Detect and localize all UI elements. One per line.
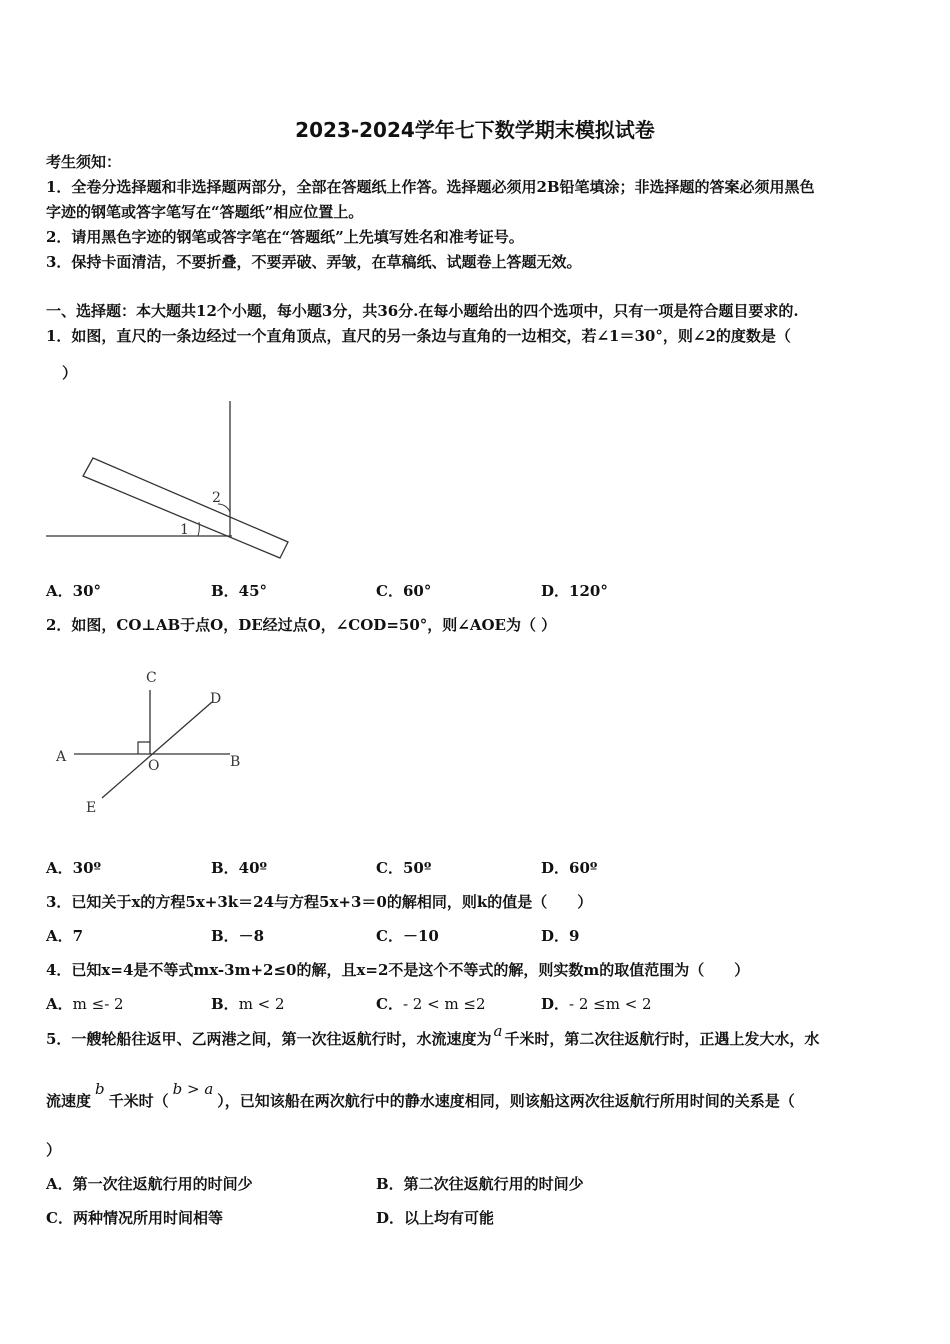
variable-b: b: [95, 1080, 105, 1098]
condition-b-gt-a: b > a: [172, 1080, 214, 1098]
point-o-label: O: [148, 758, 160, 774]
angle-2-label: 2: [212, 490, 221, 506]
question-2-option-d[interactable]: D．60º: [541, 859, 598, 877]
q5-text: 千米时，第二次往返航行时，正遇上发大水，水: [504, 1030, 820, 1048]
option-label: C．: [376, 995, 403, 1013]
question-4-option-a[interactable]: [46, 994, 124, 1014]
question-5-option-c[interactable]: C．两种情况所用时间相等: [46, 1209, 223, 1227]
point-d-label: D: [210, 691, 222, 707]
point-b-label: B: [230, 754, 241, 770]
question-5-stem-line1: [46, 1022, 820, 1049]
question-4-stem: 4．已知x=4是不等式mx-3m+2≤0的解，且x=2不是这个不等式的解，则实数m的取值范围为（ ）: [46, 961, 750, 979]
question-3-option-b[interactable]: B．－8: [211, 927, 265, 945]
notice-item: 字迹的钢笔或答字笔写在“答题纸”相应位置上。: [46, 203, 364, 221]
question-1-option-a[interactable]: A．30°: [46, 582, 102, 600]
question-2-option-b[interactable]: B．40º: [211, 859, 268, 877]
question-1-stem: 1．如图，直尺的一条边经过一个直角顶点，直尺的另一条边与直角的一边相交，若∠1＝30°，则∠2的度数是（: [46, 327, 791, 345]
question-5-option-a[interactable]: A．第一次往返航行用的时间少: [46, 1175, 253, 1193]
point-a-label: A: [56, 749, 67, 765]
q5-text: ），已知该船在两次航行中的静水速度相同，则该船这两次往返航行所用时间的关系是（: [217, 1092, 795, 1110]
option-label: D．: [541, 995, 570, 1013]
question-5-option-b[interactable]: B．第二次往返航行用的时间少: [376, 1175, 584, 1193]
question-2-option-c[interactable]: C．50º: [376, 859, 432, 877]
section-heading: 一、选择题：本大题共12个小题，每小题3分，共36分.在每小题给出的四个选项中，只有一项是符合题目要求的.: [46, 302, 799, 320]
question-1-figure: [40, 395, 300, 565]
q5-text: 千米时（: [108, 1092, 169, 1110]
question-3-option-c[interactable]: C．－10: [376, 927, 439, 945]
option-label: B．: [211, 995, 239, 1013]
q5-text: 5．一艘轮船往返甲、乙两港之间，第一次往返航行时，水流速度为: [46, 1030, 492, 1048]
question-2-option-a[interactable]: A．30º: [46, 859, 102, 877]
question-4-option-c[interactable]: [376, 994, 486, 1014]
option-label: A．: [46, 995, 73, 1013]
option-value: m ≤- 2: [72, 995, 124, 1013]
question-5-stem-end: ）: [46, 1141, 62, 1159]
q5-text: 流速度: [46, 1092, 92, 1110]
page-title: 2023-2024学年七下数学期末模拟试卷: [295, 118, 655, 142]
variable-a: a: [493, 1022, 503, 1040]
notice-item: 2．请用黑色字迹的钢笔或答字笔在“答题纸”上先填写姓名和准考证号。: [46, 228, 524, 246]
option-value: - 2 < m ≤2: [402, 995, 486, 1013]
question-1-option-c[interactable]: C．60°: [376, 582, 432, 600]
question-4-option-b[interactable]: [211, 994, 285, 1014]
notice-heading: 考生须知：: [46, 153, 122, 171]
option-value: m < 2: [238, 995, 285, 1013]
question-3-option-a[interactable]: A．7: [46, 927, 84, 945]
angle-1-label: 1: [180, 522, 189, 538]
question-3-stem: 3．已知关于x的方程5x+3k＝24与方程5x+3＝0的解相同，则k的值是（ ）: [46, 893, 593, 911]
question-1-option-d[interactable]: D．120°: [541, 582, 608, 600]
question-2-figure: [50, 662, 250, 822]
notice-item: 3．保持卡面清洁，不要折叠，不要弄破、弄皱，在草稿纸、试题卷上答题无效。: [46, 253, 582, 271]
question-1-stem-end: ）: [62, 364, 78, 382]
point-e-label: E: [86, 800, 97, 816]
question-3-option-d[interactable]: D．9: [541, 927, 580, 945]
question-4-option-d[interactable]: [541, 994, 652, 1014]
question-5-stem-line2: [46, 1080, 795, 1111]
question-2-stem: 2．如图，CO⊥AB于点O，DE经过点O，∠COD=50°，则∠AOE为（ ）: [46, 616, 557, 634]
question-5-option-d[interactable]: D．以上均有可能: [376, 1209, 495, 1227]
question-1-option-b[interactable]: B．45°: [211, 582, 268, 600]
option-value: - 2 ≤m < 2: [569, 995, 652, 1013]
notice-item: 1．全卷分选择题和非选择题两部分，全部在答题纸上作答。选择题必须用2B铅笔填涂；非选择题的答案必须用黑色: [46, 178, 815, 196]
point-c-label: C: [146, 670, 157, 686]
